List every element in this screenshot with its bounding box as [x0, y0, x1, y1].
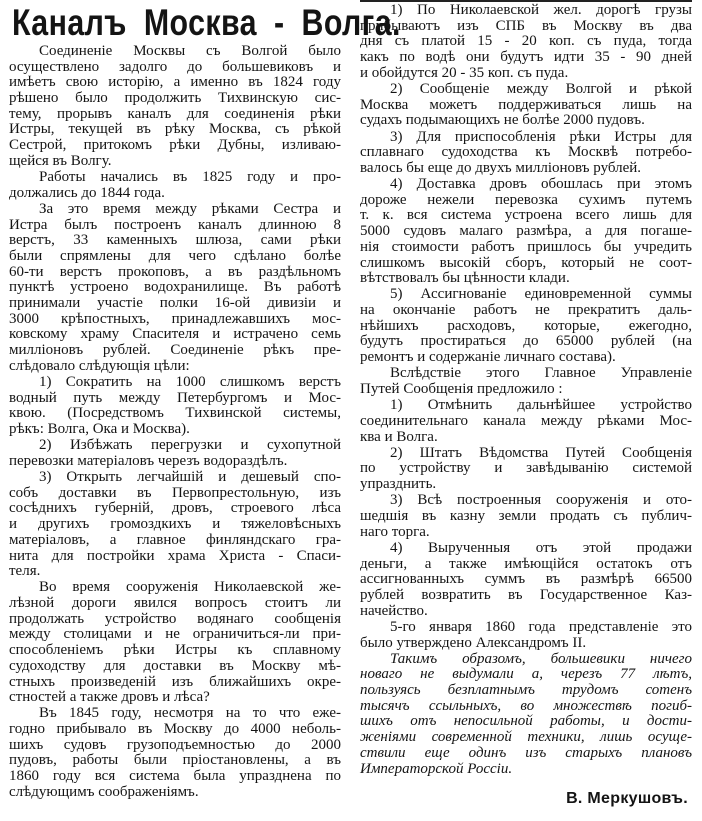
- paragraph: [360, 3, 692, 81]
- text-line: 3000 крѣпостныхъ, принадлежавшихъ мос-: [9, 310, 341, 327]
- paragraph: [9, 375, 341, 438]
- text-line: Истры, текущей въ рѣку Москва, съ рѣкой: [9, 121, 341, 138]
- text-line: 2) Сообщеніе между Волгой и рѣкой: [390, 80, 692, 97]
- text-line: Такимъ образомъ, большевики ничего: [390, 650, 692, 667]
- text-line: продолжать устройство водянаго сообщенія: [9, 610, 341, 627]
- text-line: шедшія въ казну земли продать съ публич-: [360, 508, 692, 524]
- text-line: За это время между рѣками Сестра и: [39, 200, 341, 217]
- text-line: какъ по водѣ они будутъ идти 35 - 90 дней: [360, 49, 692, 66]
- text-line: пудовъ, работы были пріостановлены, а въ: [9, 752, 341, 769]
- text-line: Въ 1845 году, несмотря на то что еже-: [39, 705, 341, 722]
- text-line: на окончаніе работъ не прекратитъ даль-: [360, 302, 692, 319]
- text-line: пользуясь безплатнымъ трудомъ сотенъ: [360, 682, 692, 699]
- text-line: 3) Открыть легчайшій и дешевый спо-: [39, 469, 341, 486]
- text-line: рѣшено было продолжить Тихвинскую сис-: [9, 90, 341, 107]
- paragraph: [360, 287, 692, 365]
- text-line: 3) Всѣ построенныя сооруженія и ото-: [390, 492, 692, 509]
- paragraph: [360, 130, 692, 177]
- text-line: стныхъ произведеній изъ ближайшихъ окре-: [9, 673, 341, 690]
- paragraph: [9, 44, 341, 170]
- text-line: будутъ простираться до 65000 рублей (на: [360, 333, 692, 350]
- text-line: ствили еще одинъ изъ старыхъ плановъ: [360, 744, 692, 761]
- text-line: принимали участіе полки 16-ой дивизіи и: [9, 295, 341, 311]
- text-line: Императорской Россіи.: [360, 760, 513, 777]
- text-line: теля.: [9, 563, 41, 580]
- text-line: наго торга.: [360, 523, 430, 540]
- text-line: 5) Ассигнованіе единовременной суммы: [390, 286, 692, 303]
- text-line: и обойдутся 20 - 35 коп. съ пуда.: [360, 64, 569, 81]
- text-line: ковскому храму Спасителя и истрачено семь: [9, 326, 341, 343]
- text-line: тему, прорывъ каналъ для соединенія рѣки: [9, 105, 341, 122]
- text-line: пунктѣ устроено водохранилище. Въ работѣ: [9, 279, 341, 296]
- text-line: прибываютъ изъ СПБ въ Москву въ два: [360, 17, 692, 34]
- text-line: по устройству и завѣдыванію системой: [360, 460, 692, 477]
- text-line: новаго не выдумали а, черезъ 77 лѣтъ,: [360, 666, 692, 683]
- text-line: рѣкъ: Волга, Ока и Москва).: [9, 421, 190, 437]
- paragraph: [360, 620, 692, 651]
- text-line: сосѣднихъ губерній, дровъ, строевого лѣса: [9, 500, 341, 517]
- text-line: тысячъ ссыльныхъ, во множествѣ погиб-: [360, 697, 692, 714]
- text-line: 2) Избѣжать перегрузки и сухопутной: [39, 437, 341, 454]
- text-line: имѣетъ свою исторію, а именно въ 1824 году: [9, 74, 341, 91]
- text-line: должались до 1844 года.: [9, 184, 165, 201]
- paragraph: [360, 652, 692, 778]
- text-line: шихъ отъ непосильной работы, и дости-: [360, 713, 692, 730]
- text-line: 1860 году вся система была упразднена по: [9, 768, 341, 785]
- paragraph: [9, 470, 341, 580]
- author-signature: В. Меркушовъ.: [566, 790, 688, 807]
- text-line: ремонтъ и содержаніе личнаго состава).: [360, 349, 616, 366]
- paragraph: [9, 580, 341, 706]
- paragraph: [360, 177, 692, 287]
- text-line: женіями современной техники, лишь осуще-: [360, 729, 692, 746]
- text-line: Работы начались въ 1825 году и про-: [39, 169, 341, 185]
- paragraph: [360, 446, 692, 493]
- text-line: судахъ подымающихъ не болѣе 2000 пудовъ.: [360, 112, 645, 129]
- text-line: вѣтствовалъ бы цѣнности клади.: [360, 270, 570, 287]
- text-line: верстъ, 33 каменныхъ шлюза, сами рѣки: [9, 232, 341, 249]
- paragraph: [9, 202, 341, 375]
- text-line: Истра былъ построенъ каналъ длинною 8: [9, 216, 341, 233]
- text-line: шихъ судовъ грузоподъемностью до 2000: [9, 736, 341, 753]
- text-line: осуществлено задолго до большевиковъ и: [9, 58, 341, 75]
- paragraph: [360, 366, 692, 397]
- text-line: начейство.: [360, 602, 428, 619]
- text-line: стностей а также дровъ и лѣса?: [9, 689, 210, 706]
- text-line: 1) По Николаевской жел. дорогѣ грузы: [390, 2, 692, 18]
- paragraph: [360, 493, 692, 540]
- text-line: 1) Сократить на 1000 слишкомъ верстъ: [39, 373, 341, 390]
- text-line: щейся въ Волгу.: [9, 152, 112, 169]
- left-column: [9, 44, 341, 801]
- text-line: соединительнаго канала между рѣками Мос-: [360, 412, 692, 429]
- text-line: годно прибывало въ Москву до 4000 неболь-: [9, 721, 341, 738]
- text-line: Во время сооруженія Николаевской же-: [39, 579, 341, 596]
- text-line: и другихъ громоздкихъ и тяжеловѣсныхъ: [9, 516, 341, 533]
- text-line: матеріаловъ, а главное финляндскаго гра-: [9, 531, 341, 548]
- text-line: рублей возвратить въ Государственное Каз-: [360, 586, 692, 603]
- text-line: сплавнаго судоходства къ Москвѣ потребо-: [360, 144, 692, 161]
- text-line: нія стоимости работъ пришлось бы учредить: [360, 238, 692, 255]
- text-line: 3) Для приспособленія рѣки Истры для: [390, 128, 692, 145]
- text-line: 4) Доставка дровъ обошлась при этомъ: [390, 176, 692, 193]
- text-line: квою. (Посредствомъ Тихвинской системы,: [9, 405, 341, 422]
- paragraph: [360, 541, 692, 619]
- text-line: милліоновъ рублей. Соединеніе рѣкъ пре-: [9, 342, 341, 359]
- text-line: ассигнованныхъ суммъ въ размѣрѣ 66500: [360, 571, 692, 588]
- text-line: 2) Штатъ Вѣдомства Путей Сообщенія: [390, 444, 692, 461]
- text-line: нѣйшихъ расходовъ, которые, ежегодно,: [360, 317, 692, 334]
- right-column: [360, 0, 692, 778]
- text-line: между столицами и не ограничиться-ли при-: [9, 626, 341, 643]
- text-line: слишкомъ высокій сборъ, который не соот-: [360, 254, 692, 271]
- text-line: Сестрой, притокомъ рѣки Дубны, изливаю-: [9, 137, 341, 154]
- paragraph: [9, 706, 341, 800]
- text-line: 5-го января 1860 года представленіе это: [390, 618, 692, 635]
- paragraph: [9, 438, 341, 469]
- text-line: 1) Отмѣнить дальнѣйшее устройство: [390, 397, 692, 414]
- text-line: перевозки матеріаловъ черезъ водораздѣлъ.: [9, 452, 288, 469]
- text-line: Путей Сообщенія предложило :: [360, 381, 563, 397]
- text-line: Москва можетъ поддерживаться лишь на: [360, 96, 692, 113]
- text-line: 60-ти верстъ прокоповъ, а въ раздѣльномъ: [9, 263, 341, 280]
- text-line: дороже нежели перевозка сухимъ путемъ: [360, 191, 692, 208]
- text-line: нита для постройки храма Христа - Спаси-: [9, 547, 341, 564]
- text-line: деньги, а также имѣющійся остатокъ отъ: [360, 555, 692, 572]
- article-title: Каналъ Москва - Волга.: [12, 2, 401, 43]
- text-line: валось бы еще до двухъ милліоновъ рублей.: [360, 159, 642, 176]
- text-line: Вслѣдствіе этого Главное Управленіе: [390, 365, 692, 382]
- text-line: 5000 судовъ малаго размѣра, а для погаше-: [360, 223, 692, 240]
- text-line: водный путь между Петербургомъ и Мос-: [9, 389, 341, 406]
- text-line: т. к. вся система устроена всего лишь для: [360, 207, 692, 224]
- text-line: были спрямлены для чего сдѣлано болѣе: [9, 247, 341, 264]
- text-line: дня съ платой 15 - 20 коп. съ пуда, тогда: [360, 33, 692, 50]
- text-line: было утверждено Александромъ II.: [360, 634, 587, 651]
- paragraph: [360, 82, 692, 129]
- text-line: способленіемъ рѣки Истры къ сплавному: [9, 642, 341, 659]
- text-line: ква и Волга.: [360, 428, 438, 445]
- text-line: слѣдующимъ соображеніямъ.: [9, 783, 199, 800]
- paragraph: [9, 170, 341, 201]
- paragraph: [360, 398, 692, 445]
- text-line: 4) Вырученныя отъ этой продажи: [390, 539, 692, 556]
- text-line: судоходству для доставки въ Москву мѣ-: [9, 657, 341, 674]
- text-line: собъ доставки въ Первопрестольную, изъ: [9, 484, 341, 501]
- text-line: слѣдовало слѣдующія цѣли:: [9, 357, 190, 374]
- text-line: Соединеніе Москвы съ Волгой было: [39, 43, 341, 59]
- text-line: лѣзной дороги явился вопросъ стоитъ ли: [9, 595, 341, 612]
- text-line: упразднить.: [360, 476, 437, 493]
